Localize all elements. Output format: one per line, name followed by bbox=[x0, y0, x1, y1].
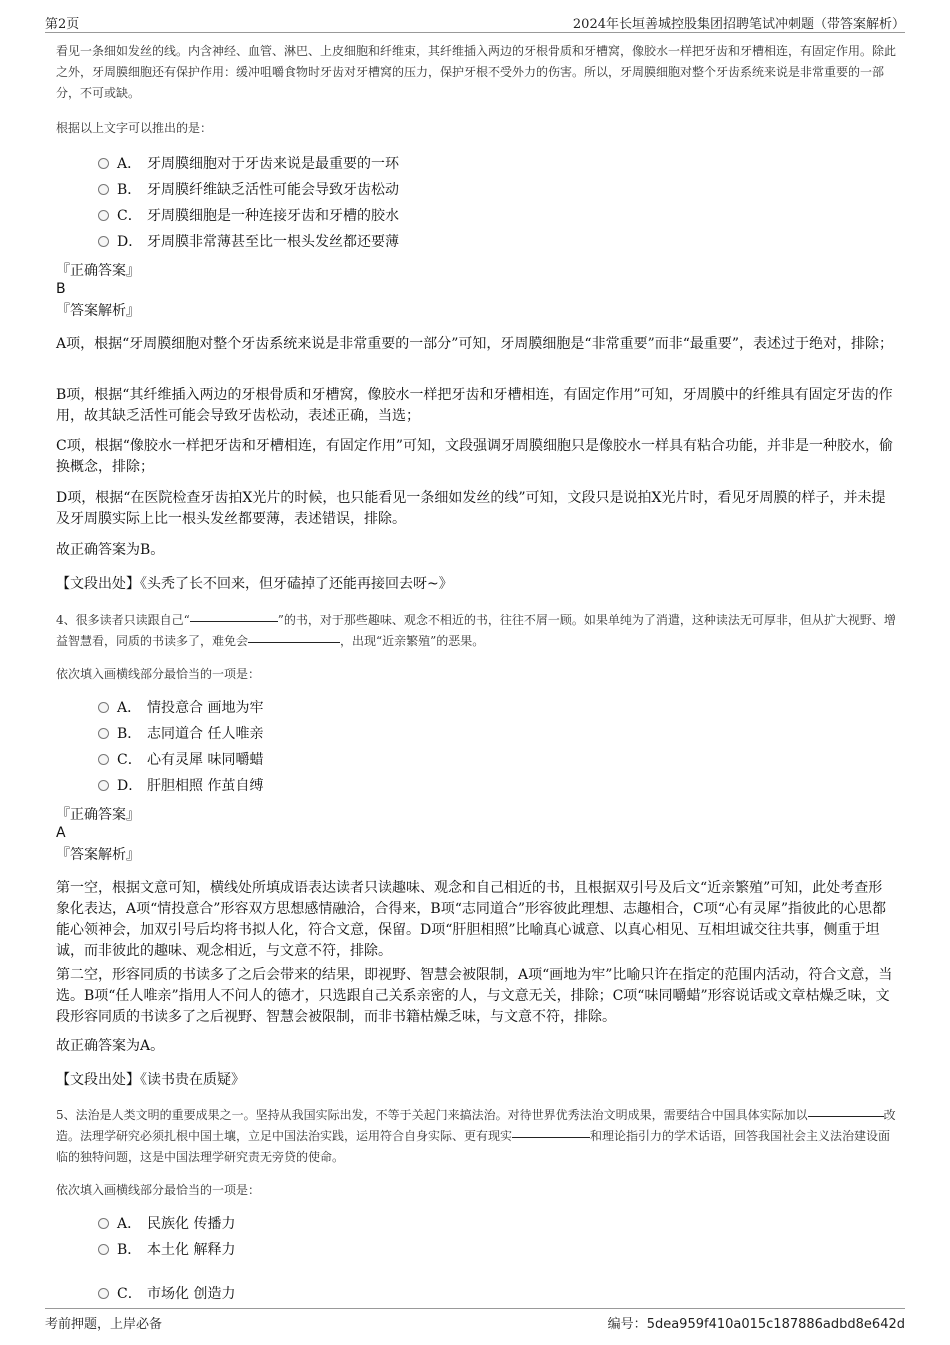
radio-icon[interactable] bbox=[98, 236, 109, 247]
q3-analysis-b: B项，根据“其纤维插入两边的牙根骨质和牙槽窝，像胶水一样把牙齿和牙槽相连，有固定作用”可知，牙周膜中的纤维具有固定牙齿的作用，故其缺乏活性可能会导致牙齿松动，表述正确，当选； bbox=[56, 387, 893, 424]
radio-icon[interactable] bbox=[98, 728, 109, 739]
q3-prompt: 根据以上文字可以推出的是： bbox=[56, 121, 213, 135]
header-divider bbox=[45, 32, 905, 33]
document-code: 编号：5dea959f410a015c187886adbd8e642d bbox=[607, 1317, 905, 1332]
q3-source: 【文段出处】《头秃了长不回来，但牙磕掉了还能再接回去呀~》 bbox=[56, 576, 453, 592]
q5-stem: 5、法治是人类文明的重要成果之一。坚持从我国实际出发，不等于关起门来搞法治。对待世界优秀法治文明成果，需要结合中国具体实际加以 改造。法理学研究必须扎根中国土壤，立足中国法治实践，运用符合自身实际、更有现实 和理论指引力的学术话语，回答我国社会主义法治建设面临的独特问题，这是中国法理学研究责无旁贷的使命。 bbox=[56, 1108, 896, 1164]
q4-blank-1 bbox=[190, 621, 278, 622]
q3-answer: B bbox=[56, 281, 66, 297]
q4-option-d[interactable]: D． 肝胆相照 作茧自缚 bbox=[98, 777, 263, 795]
q4-option-c[interactable]: C． 心有灵犀 味同嚼蜡 bbox=[98, 751, 263, 769]
q3-analysis-c: C项，根据“像胶水一样把牙齿和牙槽相连，有固定作用”可知，文段强调牙周膜细胞只是像胶水一样具有粘合功能，并非是一种胶水，偷换概念，排除； bbox=[56, 438, 894, 475]
footer-slogan: 考前押题，上岸必备 bbox=[45, 1317, 163, 1332]
radio-icon[interactable] bbox=[98, 702, 109, 713]
q3-analysis-a: A项，根据“牙周膜细胞对整个牙齿系统来说是非常重要的一部分”可知，牙周膜细胞是“非常重要”而非“最重要”，表述过于绝对，排除； bbox=[56, 336, 894, 352]
q3-option-c[interactable]: C． 牙周膜细胞是一种连接牙齿和牙槽的胶水 bbox=[98, 207, 399, 225]
q4-analysis-2: 第二空，形容同质的书读多了之后会带来的结果，即视野、智慧会被限制，A项“画地为牢”比喻只许在指定的范围内活动，符合文意，当选。B项“任人唯亲”指用人不问人的德才，只选跟自己关系亲密的人，与文意无关，排除；C项“味同嚼蜡”形容说话或文章枯燥乏味，文段形容同质的书读多了之后视野、智慧会被限制，而非书籍枯燥乏味，与文意不符，排除。 bbox=[56, 967, 893, 1025]
q3-option-d[interactable]: D． 牙周膜非常薄甚至比一根头发丝都还要薄 bbox=[98, 233, 399, 251]
radio-icon[interactable] bbox=[98, 1244, 109, 1255]
q4-stem: 4、很多读者只读跟自己“ ”的书，对于那些趣味、观念不相近的书，往往不屑一顾。如果单纯为了消遣，这种读法无可厚非，但从扩大视野、增益智慧看，同质的书读多了，难免会 ，出现“近亲繁殖”的恶果。 bbox=[56, 613, 896, 648]
radio-icon[interactable] bbox=[98, 754, 109, 765]
q4-answer: A bbox=[56, 825, 66, 841]
q3-option-a[interactable]: A． 牙周膜细胞对于牙齿来说是最重要的一环 bbox=[98, 155, 399, 173]
radio-icon[interactable] bbox=[98, 210, 109, 221]
q5-option-b[interactable]: B． 本土化 解释力 bbox=[98, 1241, 235, 1259]
q5-prompt: 依次填入画横线部分最恰当的一项是： bbox=[56, 1183, 261, 1197]
q4-option-b[interactable]: B． 志同道合 任人唯亲 bbox=[98, 725, 263, 743]
radio-icon[interactable] bbox=[98, 1218, 109, 1229]
q3-option-b[interactable]: B． 牙周膜纤维缺乏活性可能会导致牙齿松动 bbox=[98, 181, 399, 199]
q4-prompt: 依次填入画横线部分最恰当的一项是： bbox=[56, 667, 261, 681]
radio-icon[interactable] bbox=[98, 1288, 109, 1299]
q4-option-a[interactable]: A． 情投意合 画地为牢 bbox=[98, 699, 263, 717]
q3-answer-label: 『正确答案』 bbox=[56, 263, 140, 279]
q5-blank-2 bbox=[512, 1137, 590, 1138]
q3-analysis-label: 『答案解析』 bbox=[56, 303, 140, 319]
q3-conclusion: 故正确答案为B。 bbox=[56, 542, 165, 558]
page-header bbox=[0, 0, 950, 36]
q5-option-c[interactable]: C． 市场化 创造力 bbox=[98, 1285, 235, 1303]
footer-divider bbox=[45, 1308, 905, 1309]
q4-source: 【文段出处】《读书贵在质疑》 bbox=[56, 1072, 245, 1088]
document-title: 2024年长垣善城控股集团招聘笔试冲刺题（带答案解析） bbox=[572, 17, 905, 32]
q4-conclusion: 故正确答案为A。 bbox=[56, 1038, 165, 1054]
radio-icon[interactable] bbox=[98, 184, 109, 195]
q4-analysis-label: 『答案解析』 bbox=[56, 847, 140, 863]
q4-blank-2 bbox=[248, 642, 340, 643]
page-footer bbox=[0, 1300, 950, 1345]
q5-option-a[interactable]: A． 民族化 传播力 bbox=[98, 1215, 235, 1233]
radio-icon[interactable] bbox=[98, 780, 109, 791]
q4-answer-label: 『正确答案』 bbox=[56, 807, 140, 823]
q3-passage: 看见一条细如发丝的线。内含神经、血管、淋巴、上皮细胞和纤维束，其纤维插入两边的牙根骨质和牙槽窝，像胶水一样把牙齿和牙槽相连，有固定作用。除此之外，牙周膜细胞还有保护作用：缓冲咀嚼食物时牙齿对牙槽窝的压力，保护牙根不受外力的伤害。所以，牙周膜细胞对整个牙齿系统来说是非常重要的一部分，不可或缺。 bbox=[56, 44, 897, 100]
page-number: 第2页 bbox=[45, 17, 80, 32]
q3-analysis-d: D项，根据“在医院检查牙齿拍X光片的时候，也只能看见一条细如发丝的线”可知，文段只是说拍X光片时，看见牙周膜的样子，并未提及牙周膜实际上比一根头发丝都要薄，表述错误，排除。 bbox=[56, 490, 886, 527]
q4-analysis-1: 第一空，根据文意可知，横线处所填成语表达读者只读趣味、观念和自己相近的书，且根据双引号及后文“近亲繁殖”可知，此处考查形象化表达，A项“情投意合”形容双方思想感情融洽，合得来，B项“志同道合”形容彼此理想、志趣相合，C项“心有灵犀”指彼此的心思都能心领神会，加双引号后均将书拟人化，符合文意，保留。D项“肝胆相照”比喻真心诚意、以真心相见、互相坦诚交往共事，侧重于坦诚，而非彼此的趣味、观念相近，与文意不符，排除。 bbox=[56, 880, 887, 959]
q5-blank-1 bbox=[808, 1116, 884, 1117]
radio-icon[interactable] bbox=[98, 158, 109, 169]
